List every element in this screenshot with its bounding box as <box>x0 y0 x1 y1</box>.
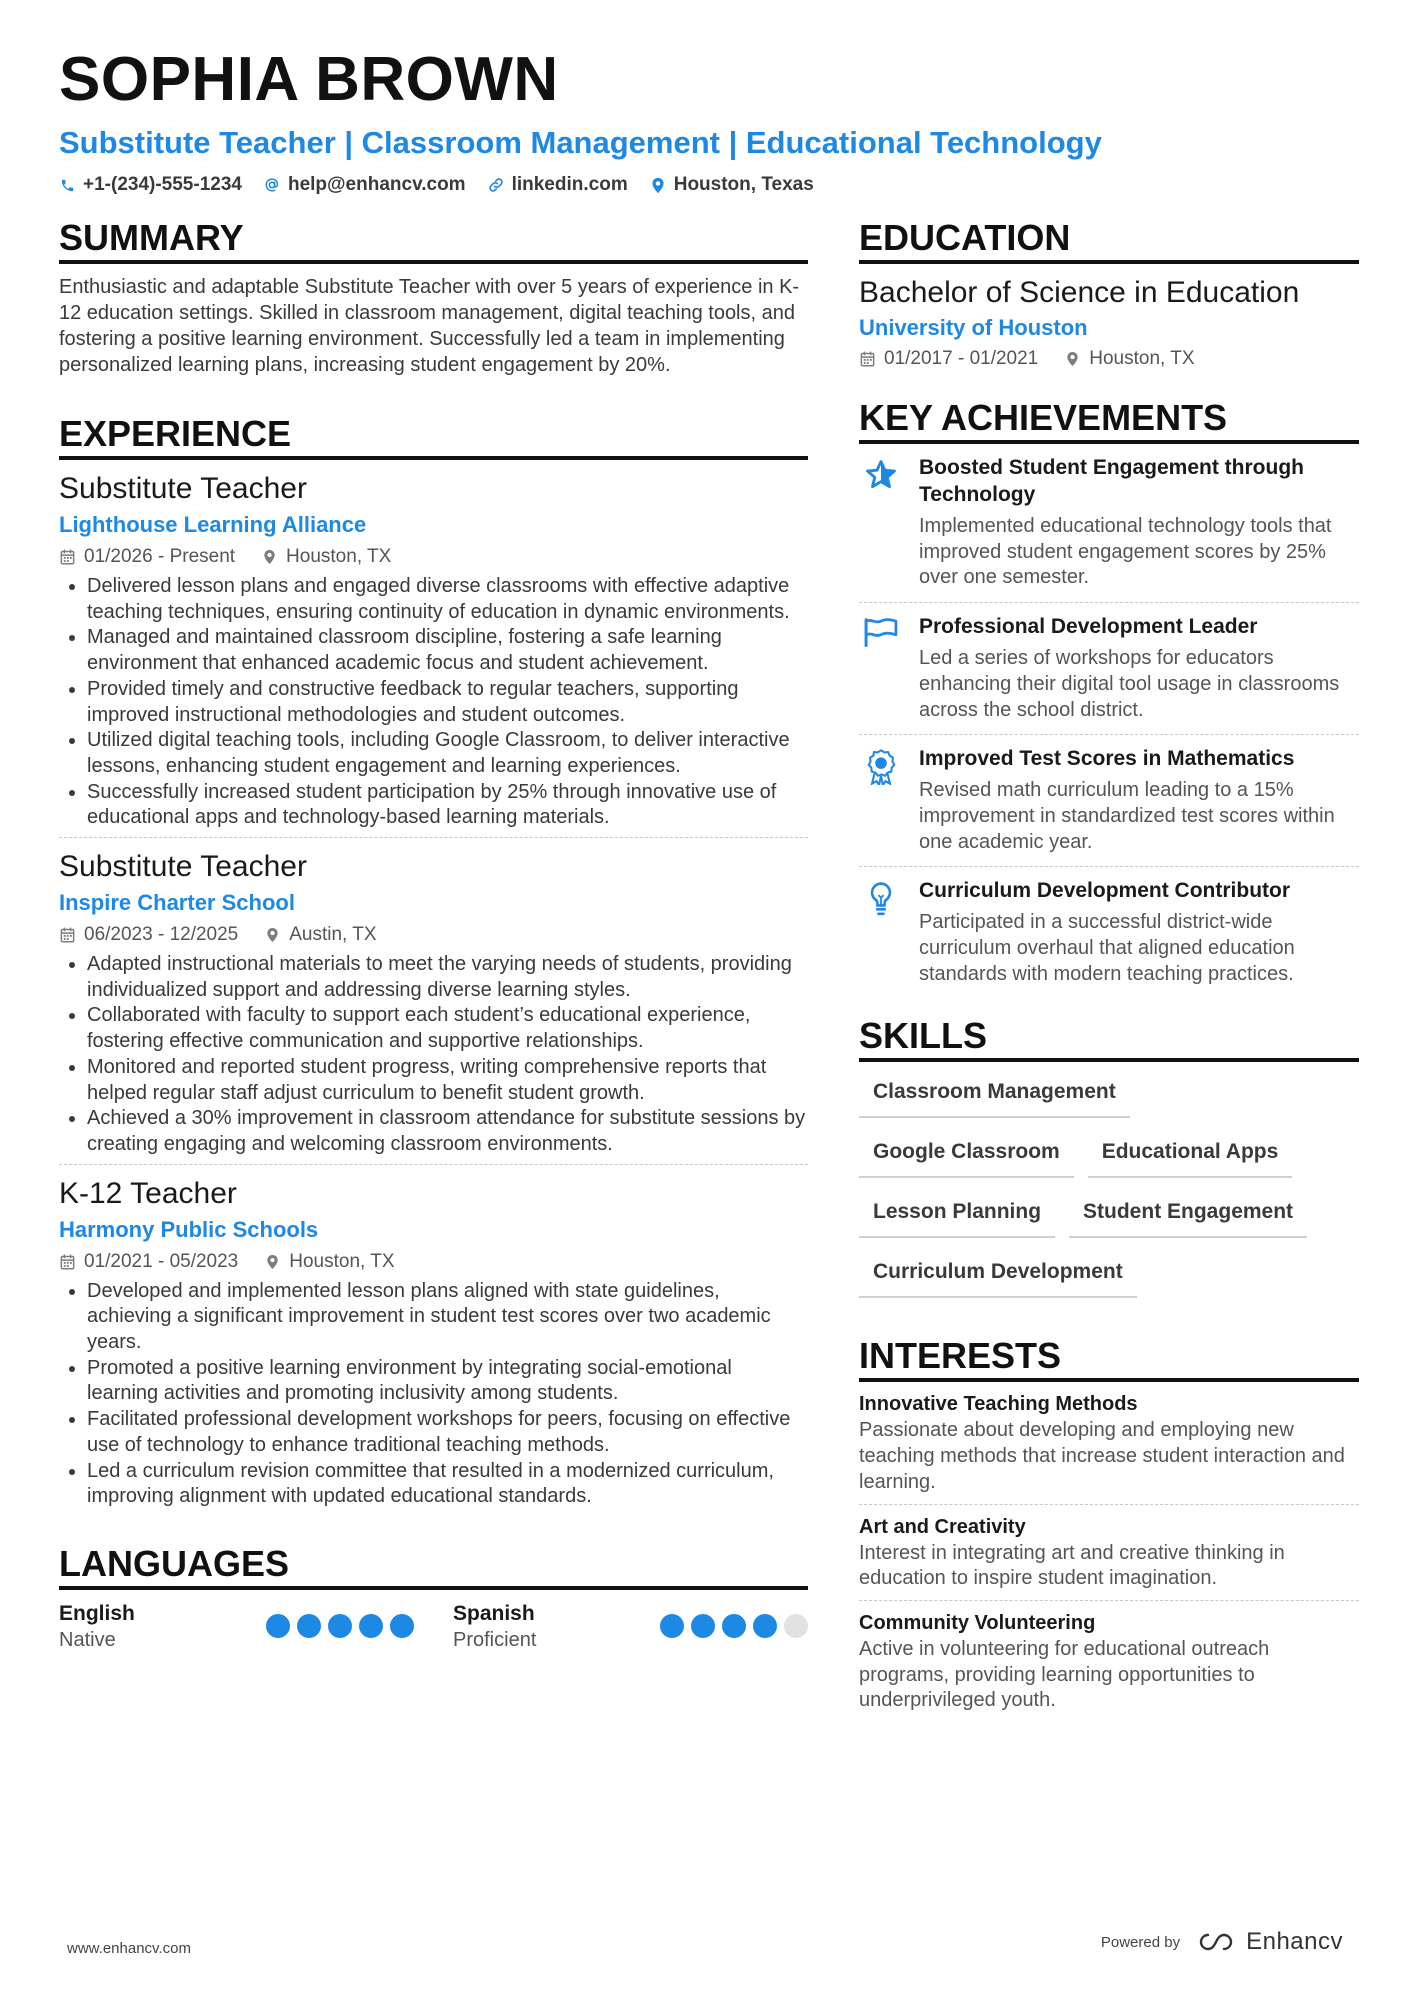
calendar-icon <box>59 549 75 565</box>
experience-section <box>59 412 808 1516</box>
calendar-icon <box>59 1254 75 1270</box>
job-location-text: Houston, TX <box>289 1250 395 1272</box>
interest-desc: Passionate about developing and employing new teaching methods that increase student interaction and learning. <box>859 1419 1345 1493</box>
job-location <box>264 920 376 950</box>
interest-title: Community Volunteering <box>859 1611 1096 1634</box>
rating-dot-empty <box>784 1614 808 1638</box>
job-bullet: • Achieved a 30% improvement in classroom attendance for substitute sessions by creating engaging and welcoming classroom environments. <box>87 1106 808 1157</box>
language-level: Native <box>59 1628 116 1651</box>
job-bullet: • Monitored and reported student progress, writing comprehensive reports that helped regular staff adjust curriculum to benefit student growth. <box>87 1055 808 1106</box>
achievement-desc: Revised math curriculum leading to a 15% improvement in standardized test scores within one academic year. <box>919 779 1335 853</box>
language-name: English <box>59 1601 135 1625</box>
interest-desc: Active in volunteering for educational outreach programs, providing learning opportunities to underprivileged youth. <box>859 1637 1270 1712</box>
languages-heading: LANGUAGES <box>59 1542 808 1590</box>
job-meta <box>59 920 808 950</box>
summary-text: Enthusiastic and adaptable Substitute Teacher with over 5 years of experience in K-12 education settings. Skilled in classroom management, digital teaching tools, and fostering a positive learning environment. Successfully led a team in implementing personalized learning plans, increasing student engagement by 20%. <box>59 276 800 376</box>
contact-location-text: Houston, Texas <box>673 174 814 195</box>
enhancv-logo-icon <box>1194 1931 1238 1953</box>
flag-icon <box>859 613 903 723</box>
education-meta <box>859 344 1359 374</box>
rating-dot-filled <box>328 1614 352 1638</box>
job-bullet: • Provided timely and constructive feedback to regular teachers, supporting improved instructional methodologies and student outcomes. <box>87 677 808 728</box>
skills-heading: SKILLS <box>859 1014 1359 1062</box>
language-level: Proficient <box>453 1628 537 1651</box>
star-icon <box>859 454 903 591</box>
interests-heading: INTERESTS <box>859 1334 1359 1382</box>
footer-website-link[interactable]: www.enhancv.com <box>67 1940 191 1957</box>
job-entry <box>59 1164 808 1516</box>
enhancv-brand-text: Enhancv <box>1246 1928 1343 1955</box>
location-pin-icon <box>264 927 280 943</box>
location-pin-icon <box>650 177 666 193</box>
job-entry <box>59 837 808 1164</box>
achievement-title: Professional Development Leader <box>919 615 1258 639</box>
language-rating <box>266 1614 414 1638</box>
interest-desc: Interest in integrating art and creative thinking in education to inspire student imagination. <box>859 1541 1285 1590</box>
skills-section <box>859 1014 1359 1298</box>
education-degree: Bachelor of Science in Education <box>859 276 1300 309</box>
job-location <box>264 1247 394 1277</box>
education-school: University of Houston <box>859 315 1088 340</box>
rating-dot-filled <box>722 1614 746 1638</box>
language-item <box>453 1600 808 1653</box>
summary-section <box>59 216 808 378</box>
education-dates <box>859 344 1038 374</box>
job-bullet: • Promoted a positive learning environment by integrating social-emotional learning activities and promoting inclusivity among students. <box>87 1356 808 1407</box>
skills-list <box>859 1074 1359 1298</box>
achievement-item <box>859 602 1359 734</box>
contact-linkedin-text: linkedin.com <box>511 174 628 195</box>
achievements-section <box>859 396 1359 998</box>
job-bullet: • Utilized digital teaching tools, including Google Classroom, to deliver interactive lessons, enhancing student engagement and learning experiences. <box>87 728 808 779</box>
job-bullet: • Successfully increased student participation by 25% through innovative use of educational apps and technology-based learning materials. <box>87 780 808 831</box>
resume-header <box>59 40 1359 196</box>
rating-dot-filled <box>691 1614 715 1638</box>
job-dates <box>59 1247 238 1277</box>
job-role: K-12 Teacher <box>59 1176 237 1210</box>
languages-section <box>59 1542 808 1653</box>
rating-dot-filled <box>753 1614 777 1638</box>
achievement-title: Improved Test Scores in Mathematics <box>919 747 1295 771</box>
language-item <box>59 1600 414 1653</box>
job-bullet: • Led a curriculum revision committee that resulted in a modernized curriculum, improving alignment with updated educational standards. <box>87 1459 808 1510</box>
summary-heading: SUMMARY <box>59 216 808 264</box>
job-bullets <box>59 952 808 1158</box>
experience-heading: EXPERIENCE <box>59 412 808 460</box>
link-icon <box>488 177 504 193</box>
job-bullet: • Delivered lesson plans and engaged diverse classrooms with effective adaptive teaching techniques, ensuring continuity of education in dynamic environments. <box>87 574 808 625</box>
contact-email[interactable] <box>264 174 466 196</box>
contact-email-text: help@enhancv.com <box>287 174 466 195</box>
footer-branding <box>1101 1928 1343 1956</box>
interest-item <box>859 1384 1359 1503</box>
education-location-text: Houston, TX <box>1089 348 1195 369</box>
right-column <box>859 216 1359 1722</box>
calendar-icon <box>59 927 75 943</box>
achievement-title: Boosted Student Engagement through Technology <box>919 456 1304 506</box>
job-bullet: • Collaborated with faculty to support each student’s educational experience, fostering effective communication and supportive relationships. <box>87 1003 808 1054</box>
rating-dot-filled <box>266 1614 290 1638</box>
job-meta <box>59 1247 808 1277</box>
achievement-item <box>859 446 1359 602</box>
job-meta <box>59 542 808 572</box>
achievement-desc: Participated in a successful district-wide curriculum overhaul that aligned education standards with modern teaching practices. <box>919 911 1295 985</box>
achievements-heading: KEY ACHIEVEMENTS <box>859 396 1359 444</box>
location-pin-icon <box>264 1254 280 1270</box>
job-dates-text: 06/2023 - 12/2025 <box>84 924 239 946</box>
job-role: Substitute Teacher <box>59 850 307 884</box>
contact-linkedin[interactable] <box>488 174 628 196</box>
job-company: Harmony Public Schools <box>59 1216 319 1242</box>
job-location-text: Austin, TX <box>289 924 377 946</box>
achievement-title: Curriculum Development Contributor <box>919 879 1291 903</box>
job-dates-text: 01/2021 - 05/2023 <box>84 1250 239 1272</box>
skill-tag: Curriculum Development <box>859 1254 1137 1298</box>
rating-dot-filled <box>297 1614 321 1638</box>
interest-item <box>859 1504 1359 1600</box>
job-role: Substitute Teacher <box>59 472 307 505</box>
skill-tag: Google Classroom <box>859 1134 1074 1178</box>
language-name: Spanish <box>453 1601 535 1625</box>
achievement-item <box>859 734 1359 866</box>
location-pin-icon <box>261 549 277 565</box>
education-heading: EDUCATION <box>859 216 1359 264</box>
candidate-name: SOPHIA BROWN <box>59 45 559 114</box>
interests-section <box>859 1334 1359 1722</box>
interest-title: Innovative Teaching Methods <box>859 1393 1138 1416</box>
skill-tag: Educational Apps <box>1088 1134 1293 1178</box>
medal-icon <box>859 745 903 855</box>
at-icon <box>264 177 280 193</box>
job-dates <box>59 920 238 950</box>
language-rating <box>660 1614 808 1638</box>
skill-tag: Classroom Management <box>859 1074 1130 1118</box>
phone-icon <box>59 177 75 193</box>
location-pin-icon <box>1064 351 1080 367</box>
job-bullets <box>59 574 808 831</box>
contact-phone-text: +1-(234)-555-1234 <box>83 174 242 195</box>
job-bullets <box>59 1279 808 1510</box>
achievement-desc: Implemented educational technology tools that improved student engagement scores by 25% over one semester. <box>919 515 1332 589</box>
calendar-icon <box>859 351 875 367</box>
job-bullet: • Facilitated professional development workshops for peers, focusing on effective use of technology to enhance traditional teaching methods. <box>87 1407 808 1458</box>
candidate-title: Substitute Teacher | Classroom Management | Educational Technology <box>59 125 1102 160</box>
job-bullet: • Adapted instructional materials to meet the varying needs of students, providing individualized support and addressing diverse learning styles. <box>87 952 808 1003</box>
rating-dot-filled <box>660 1614 684 1638</box>
powered-by-text: Powered by <box>1100 1933 1181 1951</box>
education-dates-text: 01/2017 - 01/2021 <box>884 348 1039 369</box>
job-dates-text: 01/2026 - Present <box>84 546 236 567</box>
rating-dot-filled <box>390 1614 414 1638</box>
skill-tag: Lesson Planning <box>859 1194 1055 1238</box>
languages-row <box>59 1600 808 1653</box>
job-company: Lighthouse Learning Alliance <box>59 512 367 537</box>
left-column <box>59 216 808 1653</box>
interest-title: Art and Creativity <box>859 1515 1026 1538</box>
job-location <box>261 542 391 572</box>
education-location <box>1064 344 1194 374</box>
job-entry <box>59 470 808 837</box>
contact-bar <box>59 174 1359 196</box>
skill-tag: Student Engagement <box>1069 1194 1307 1238</box>
lightbulb-icon <box>859 877 903 987</box>
interest-item <box>859 1600 1359 1722</box>
education-section <box>859 216 1359 374</box>
achievement-desc: Led a series of workshops for educators enhancing their digital tool usage in classrooms across the school district. <box>919 647 1340 721</box>
rating-dot-filled <box>359 1614 383 1638</box>
job-location-text: Houston, TX <box>286 546 392 567</box>
achievement-item <box>859 866 1359 998</box>
job-company: Inspire Charter School <box>59 890 295 916</box>
contact-phone[interactable] <box>59 174 242 196</box>
job-dates <box>59 542 235 572</box>
job-bullet: • Developed and implemented lesson plans aligned with state guidelines, achieving a significant improvement in student test scores over two academic years. <box>87 1279 808 1356</box>
job-bullet: • Managed and maintained classroom discipline, fostering a safe learning environment that enhanced academic focus and student achievement. <box>87 625 808 676</box>
enhancv-logo[interactable] <box>1194 1928 1343 1956</box>
contact-location <box>650 174 814 196</box>
